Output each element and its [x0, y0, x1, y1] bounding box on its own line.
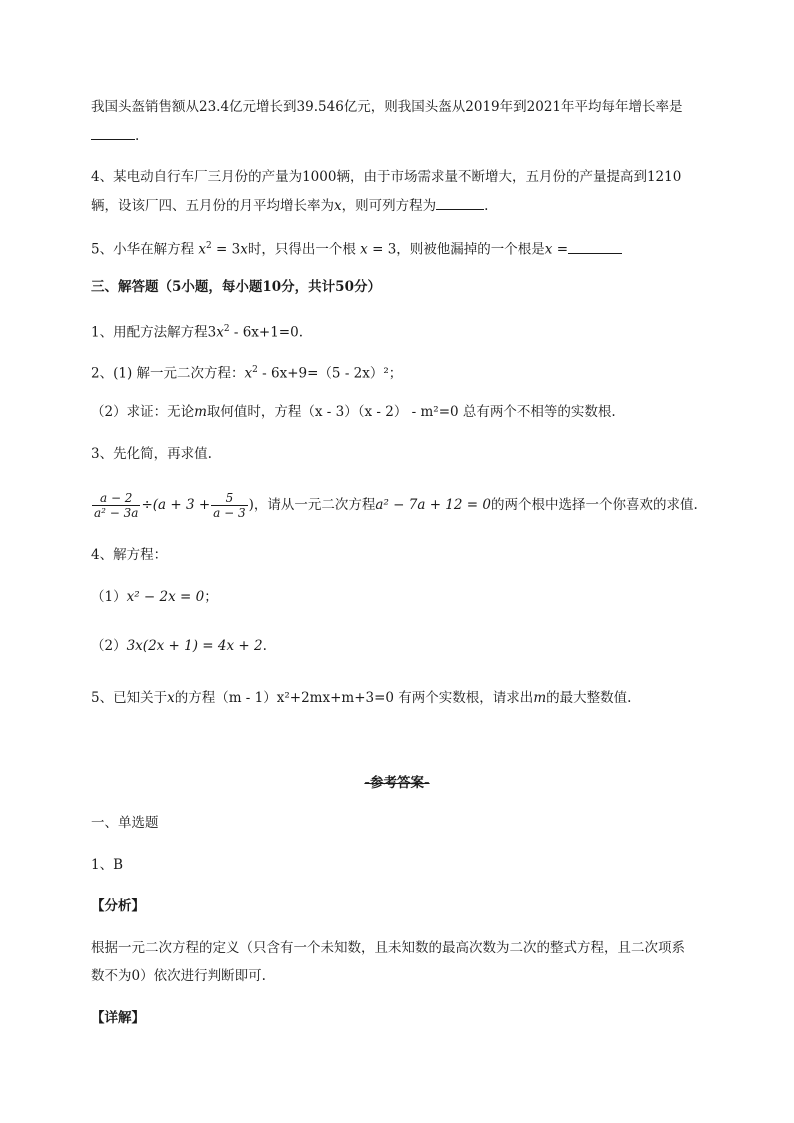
solve-question-2-part-1: 2、(1) 解一元二次方程：$x^2 - 6x+9=(5 - 2x)^2$；: [91, 365, 403, 382]
question-4-line-2: 辆，设该厂四、五月份的月平均增长率为x，则可列方程为 .: [91, 195, 488, 216]
answer-key-title: -参考答案-: [364, 775, 430, 791]
analysis-text-line-1: 根据一元二次方程的定义（只含有一个未知数，且未知数的最高次数为二次的整式方程，且二次项系: [91, 940, 685, 956]
analysis-label: 【分析】: [91, 898, 145, 914]
solve-question-5: 5、已知关于x的方程（m - 1）x²+2mx+m+3=0 有两个实数根，请求出m的最大整数值.: [91, 690, 632, 706]
section-3-heading: 三、解答题（5小题，每小题10分，共计50分）: [91, 279, 381, 295]
solve-question-4: 4、解方程：: [91, 547, 168, 563]
answer-blank: [568, 239, 622, 254]
solve-question-4-part-2: （2）3x(2x + 1) = 4x + 2.: [91, 638, 267, 654]
section-1-heading: 一、单选题: [91, 815, 159, 831]
question-4-line-1: 4、某电动自行车厂三月份的产量为1000辆，由于市场需求量不断增大，五月份的产量提高到1210: [91, 169, 682, 185]
solve-question-4-part-1: （1）x² − 2x = 0；: [91, 589, 218, 605]
answer-1: 1、B: [91, 857, 124, 873]
fraction-1: $\frac{a - 2}{\text{a² − 3a}}$: [94, 491, 139, 520]
analysis-text-line-2: 数不为0）依次进行判断即可.: [91, 968, 266, 984]
q3-continuation-line: 我国头盔销售额从23.4亿元增长到39.546亿元，则我国头盔从2019年到2021年平均每年增长率是: [91, 99, 683, 115]
fraction-2: $\frac{5}{a - 3}$: [213, 491, 246, 520]
solve-question-3: 3、先化简，再求值.: [91, 446, 212, 462]
solve-question-1: 1、用配方法解方程$3x^2 - 6x+1=0$.: [91, 324, 303, 341]
answer-blank: [91, 125, 135, 140]
solve-question-3-expression: $\frac{a - 2}{\text{a² − 3a}}$ ÷(a + 3 + $\frac{5}{a - 3}$ )，请从一元二次方程a² − 7a + 12 = 0的两个根中选择一个你喜欢的求值.: [94, 491, 698, 520]
question-5-line: 5、小华在解方程 $x^2 = 3x$时，只得出一个根 x = 3，则被他漏掉的一个根是x =: [91, 236, 622, 260]
q3-answer-line: .: [91, 125, 139, 146]
solve-question-2-part-2: （2）求证：无论m取何值时，方程（x - 3）（x - 2） - m²=0 总有两个不相等的实数根.: [91, 404, 616, 420]
answer-blank: [436, 195, 484, 210]
detail-label: 【详解】: [91, 1010, 145, 1026]
